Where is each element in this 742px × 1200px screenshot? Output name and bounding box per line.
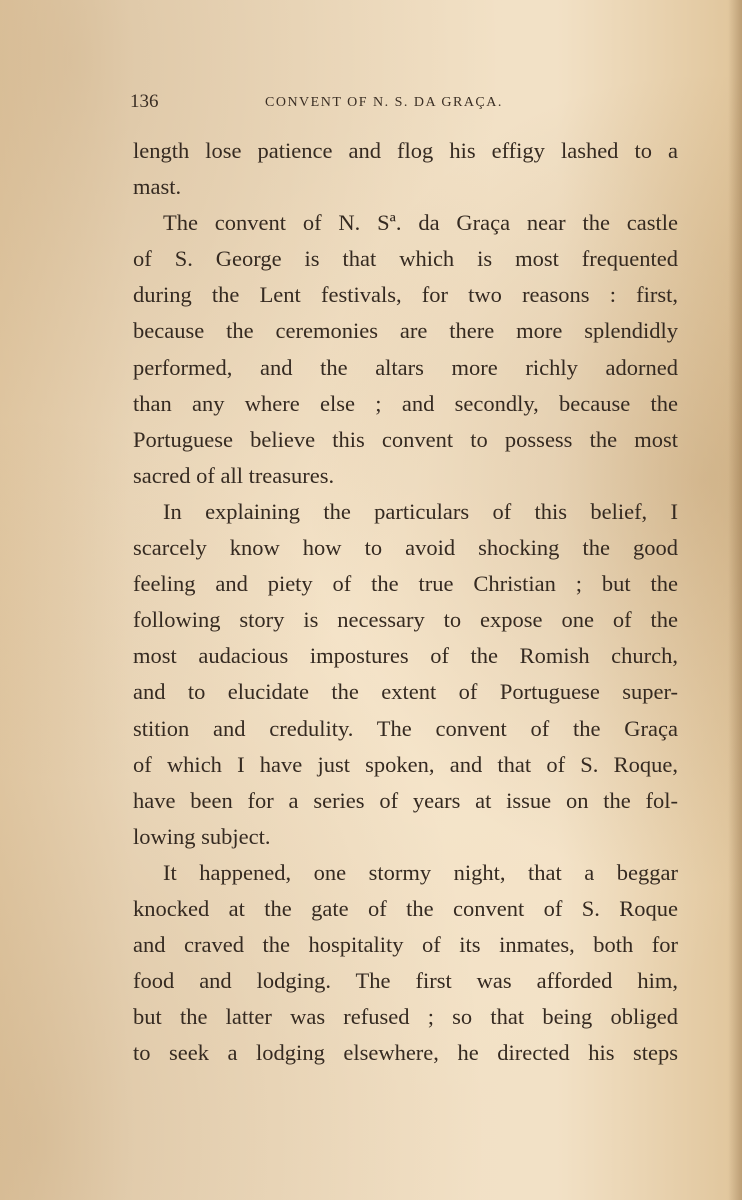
text-line: but the latter was refused ; so that being obliged — [133, 1004, 678, 1030]
text-line: most audacious impostures of the Romish church, — [133, 643, 678, 669]
text-line: The convent of N. Sª. da Graça near the castle — [163, 210, 678, 236]
running-head: CONVENT OF N. S. DA GRAÇA. — [265, 95, 503, 110]
text-line: to seek a lodging elsewhere, he directed his steps — [133, 1040, 678, 1066]
body-text — [133, 133, 678, 1071]
text-line: food and lodging. The first was afforded him, — [133, 968, 678, 994]
text-line: and to elucidate the extent of Portuguese super- — [133, 679, 678, 705]
text-line: stition and credulity. The convent of the Graça — [133, 715, 678, 741]
text-line: sacred of all treasures. — [133, 462, 335, 488]
text-line: It happened, one stormy night, that a beggar — [163, 859, 678, 885]
text-line: length lose patience and flog his effigy lashed to a — [133, 138, 678, 163]
page-edge-shadow — [728, 0, 742, 1200]
text-line: of which I have just spoken, and that of S. Roque, — [133, 751, 678, 777]
text-line: performed, and the altars more richly adorned — [133, 354, 678, 380]
text-line: In explaining the particulars of this belief, I — [163, 498, 678, 524]
text-line: and craved the hospitality of its inmates, both for — [133, 932, 678, 958]
text-line: scarcely know how to avoid shocking the good — [133, 535, 678, 561]
text-line: during the Lent festivals, for two reasons : first, — [133, 282, 678, 308]
page-header — [130, 90, 675, 114]
text-line: of S. George is that which is most frequented — [133, 246, 678, 272]
text-line: following story is necessary to expose one of the — [133, 607, 678, 633]
text-line: because the ceremonies are there more splendidly — [133, 318, 678, 344]
text-line: than any where else ; and secondly, because the — [133, 390, 678, 416]
text-line: feeling and piety of the true Christian ; but the — [133, 571, 678, 597]
text-line: mast. — [133, 174, 182, 200]
page-number: 136 — [130, 91, 159, 112]
text-line: Portuguese believe this convent to possess the most — [133, 426, 678, 452]
text-line: have been for a series of years at issue on the fol- — [133, 787, 678, 813]
text-line: lowing subject. — [133, 823, 271, 849]
text-line: knocked at the gate of the convent of S. Roque — [133, 895, 678, 921]
